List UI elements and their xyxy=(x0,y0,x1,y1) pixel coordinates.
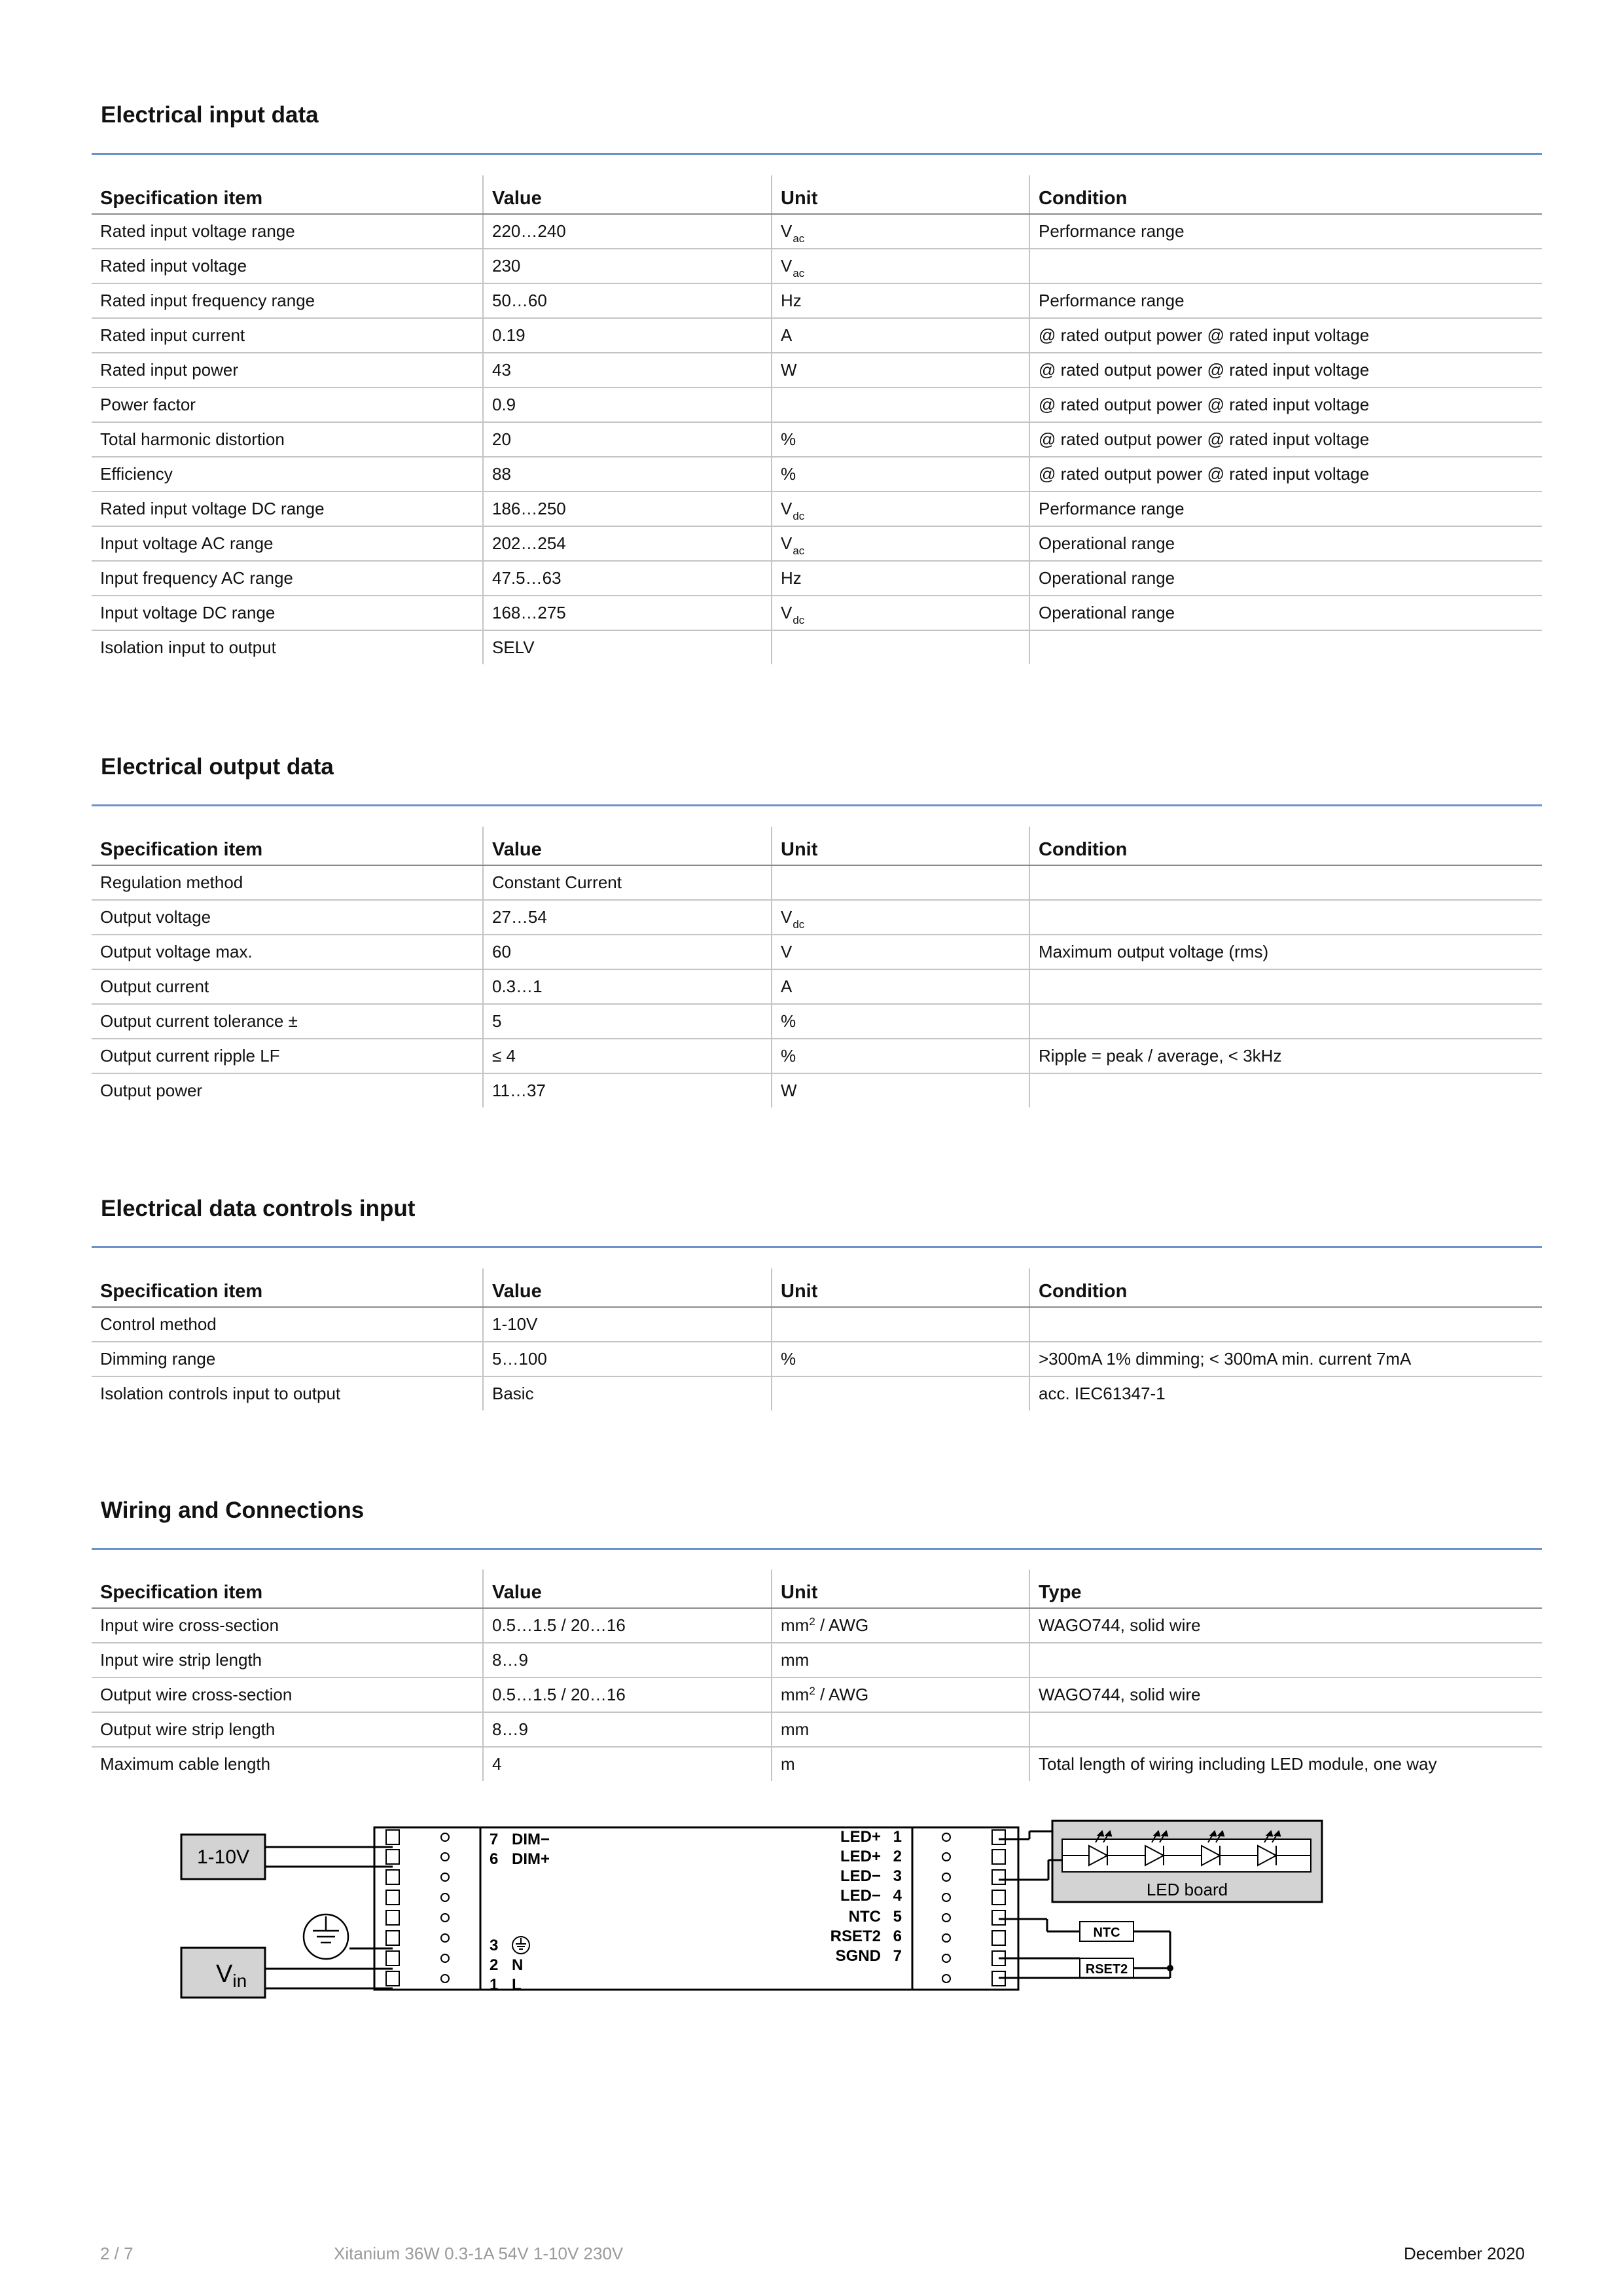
unit-main: % xyxy=(781,1349,796,1369)
spec-condition xyxy=(1029,969,1542,1004)
unit-main: % xyxy=(781,1046,796,1066)
spec-condition: Operational range xyxy=(1029,596,1542,630)
table-row xyxy=(92,457,1542,492)
column-header: Value xyxy=(483,827,772,865)
table-row xyxy=(92,1712,1542,1747)
spec-unit xyxy=(772,865,1029,900)
terminal-slot xyxy=(992,1890,1005,1905)
spec-item: Maximum cable length xyxy=(100,1754,271,1774)
spec-item: Output current xyxy=(92,969,483,1004)
spec-unit xyxy=(772,492,1029,526)
spec-condition xyxy=(1029,249,1542,283)
spec-condition: Performance range xyxy=(1029,283,1542,318)
rset2-box-label: RSET2 xyxy=(1085,1962,1128,1977)
terminal-slot xyxy=(992,1910,1005,1925)
spec-item: Input frequency AC range xyxy=(92,561,483,596)
spec-condition: @ rated output power @ rated input voltage xyxy=(1029,387,1542,422)
left-terminal-label: DIM+ xyxy=(512,1850,550,1868)
left-terminal-number: 6 xyxy=(490,1850,499,1868)
spec-condition: @ rated output power @ rated input voltage xyxy=(1029,457,1542,492)
spec-value: 11…37 xyxy=(483,1073,772,1107)
column-header: Unit xyxy=(772,1268,1029,1307)
unit-main: Hz xyxy=(781,291,802,310)
left-terminal-number: 3 xyxy=(490,1937,499,1954)
terminal-hole xyxy=(942,1954,950,1962)
spec-value: 0.5…1.5 / 20…16 xyxy=(483,1677,772,1712)
spec-unit xyxy=(772,526,1029,561)
spec-condition xyxy=(1029,630,1542,664)
table-row xyxy=(92,1643,1542,1677)
spec-item: Output wire strip length xyxy=(92,1712,483,1747)
spec-unit xyxy=(772,596,1029,630)
unit-subscript: ac xyxy=(793,545,805,557)
spec-unit xyxy=(772,1004,1029,1039)
spec-item: Rated input voltage xyxy=(92,249,483,283)
spec-unit xyxy=(772,422,1029,457)
table-row xyxy=(92,1608,1542,1643)
table-row xyxy=(92,630,1542,664)
terminal-hole xyxy=(441,1833,449,1841)
terminal-slot xyxy=(386,1870,399,1884)
unit-main: % xyxy=(781,464,796,484)
spec-unit xyxy=(772,1376,1029,1410)
unit-subscript: dc xyxy=(793,918,805,931)
left-terminal-number: 7 xyxy=(490,1831,499,1848)
section-divider xyxy=(92,804,1542,806)
spec-value: 60 xyxy=(483,935,772,969)
section-title: Electrical output data xyxy=(101,754,334,780)
left-terminal-label: DIM− xyxy=(512,1831,550,1848)
spec-item: Rated input frequency range xyxy=(92,283,483,318)
terminal-hole xyxy=(942,1914,950,1922)
spec-condition: >300mA 1% dimming; < 300mA min. current 7mA xyxy=(1029,1342,1542,1376)
spec-condition: acc. IEC61347-1 xyxy=(1029,1376,1542,1410)
left-terminal-number: 2 xyxy=(490,1956,499,1974)
spec-item: Regulation method xyxy=(92,865,483,900)
unit-superscript: 2 xyxy=(809,1615,815,1628)
table-row xyxy=(92,283,1542,318)
table-row xyxy=(92,422,1542,457)
spec-value: 0.9 xyxy=(483,387,772,422)
right-terminal-number: 3 xyxy=(893,1867,902,1885)
section-divider xyxy=(92,153,1542,155)
table-row xyxy=(92,249,1542,283)
spec-value: 202…254 xyxy=(483,526,772,561)
spec-unit xyxy=(772,935,1029,969)
unit-main: Hz xyxy=(781,568,802,588)
right-terminal-label: LED− xyxy=(840,1887,881,1905)
spec-unit xyxy=(772,457,1029,492)
column-header: Unit xyxy=(772,175,1029,214)
table-row xyxy=(92,900,1542,935)
left-terminal-label: N xyxy=(512,1956,524,1974)
terminal-hole xyxy=(942,1975,950,1982)
spec-value: 220…240 xyxy=(483,214,772,249)
terminal-slot xyxy=(992,1870,1005,1884)
spec-condition: WAGO744, solid wire xyxy=(1029,1677,1542,1712)
column-header: Value xyxy=(483,1570,772,1608)
spec-unit xyxy=(772,1712,1029,1747)
spec-value: 1-10V xyxy=(483,1307,772,1342)
spec-unit xyxy=(772,1073,1029,1107)
spec-item: Control method xyxy=(92,1307,483,1342)
section-title: Electrical data controls input xyxy=(101,1196,416,1221)
spec-value: Basic xyxy=(483,1376,772,1410)
spec-unit xyxy=(772,1747,1029,1781)
spec-value: 5…100 xyxy=(483,1342,772,1376)
right-terminal-label: NTC xyxy=(848,1908,881,1926)
spec-value: 8…9 xyxy=(483,1643,772,1677)
right-terminal-number: 4 xyxy=(893,1887,902,1905)
right-terminal-number: 6 xyxy=(893,1928,902,1945)
spec-value: 0.5…1.5 / 20…16 xyxy=(483,1608,772,1643)
terminal-slot xyxy=(386,1951,399,1965)
column-header: Unit xyxy=(772,1570,1029,1608)
spec-value: 4 xyxy=(483,1747,772,1781)
unit-main: % xyxy=(781,429,796,449)
spec-condition xyxy=(1029,865,1542,900)
spec-condition: Performance range xyxy=(1029,214,1542,249)
terminal-hole xyxy=(441,1934,449,1942)
table-row xyxy=(92,1342,1542,1376)
unit-main: W xyxy=(781,360,797,380)
unit-main: V xyxy=(781,603,793,622)
terminal-slot xyxy=(386,1971,399,1986)
unit-superscript: 2 xyxy=(809,1685,815,1697)
unit-main: V xyxy=(781,907,793,927)
right-terminal-number: 7 xyxy=(893,1947,902,1965)
terminal-slot xyxy=(386,1850,399,1864)
unit-subscript: ac xyxy=(793,267,805,279)
control-box-label: 1-10V xyxy=(196,1846,250,1868)
column-header: Condition xyxy=(1029,1268,1542,1307)
unit-main: mm xyxy=(781,1650,810,1670)
spec-condition xyxy=(1029,1004,1542,1039)
spec-item: Output current ripple LF xyxy=(92,1039,483,1073)
spec-table xyxy=(92,1570,1542,1781)
left-terminal-label: L xyxy=(512,1976,522,1994)
product-name: Xitanium 36W 0.3-1A 54V 1-10V 230V xyxy=(334,2244,624,2263)
spec-value: ≤ 4 xyxy=(483,1039,772,1073)
right-terminal-label: LED+ xyxy=(840,1828,881,1846)
ground-symbol-icon xyxy=(304,1914,348,1959)
table-row xyxy=(92,1004,1542,1039)
unit-main: V xyxy=(781,499,793,518)
table-row xyxy=(92,1039,1542,1073)
column-header: Type xyxy=(1029,1570,1542,1608)
spec-unit xyxy=(772,1677,1029,1712)
unit-main: A xyxy=(781,325,793,345)
unit-main: mm xyxy=(781,1685,810,1704)
spec-table xyxy=(92,175,1542,664)
spec-value: Constant Current xyxy=(483,865,772,900)
spec-condition: WAGO744, solid wire xyxy=(1029,1608,1542,1643)
spec-condition xyxy=(1029,1307,1542,1342)
vin-box-label: $V_{in}$ xyxy=(216,1960,247,1991)
terminal-hole xyxy=(441,1893,449,1901)
spec-unit xyxy=(772,900,1029,935)
spec-item: Efficiency xyxy=(92,457,483,492)
spec-item: Input voltage DC range xyxy=(92,596,483,630)
spec-item: Isolation input to output xyxy=(100,637,276,657)
spec-value: 43 xyxy=(483,353,772,387)
section-title: Electrical input data xyxy=(101,102,319,128)
spec-condition: Operational range xyxy=(1029,526,1542,561)
terminal-hole xyxy=(441,1975,449,1982)
spec-item: Input wire strip length xyxy=(92,1643,483,1677)
spec-value: 186…250 xyxy=(483,492,772,526)
column-header: Value xyxy=(483,175,772,214)
spec-value: 8…9 xyxy=(483,1712,772,1747)
column-header: Condition xyxy=(1029,827,1542,865)
section-divider xyxy=(92,1548,1542,1550)
unit-main: V xyxy=(781,256,793,276)
spec-value: 88 xyxy=(483,457,772,492)
table-row xyxy=(92,1376,1542,1410)
right-terminal-number: 2 xyxy=(893,1848,902,1865)
table-row xyxy=(92,865,1542,900)
table-row xyxy=(92,969,1542,1004)
right-terminal-label: SGND xyxy=(835,1947,881,1965)
spec-condition xyxy=(1029,900,1542,935)
spec-item: Rated input voltage range xyxy=(92,214,483,249)
table-row xyxy=(92,318,1542,353)
spec-item: Isolation controls input to output xyxy=(100,1384,341,1403)
wiring-diagram xyxy=(170,1806,1348,2003)
spec-unit xyxy=(772,969,1029,1004)
spec-condition: Performance range xyxy=(1029,492,1542,526)
column-header: Specification item xyxy=(92,1570,483,1608)
unit-main: mm xyxy=(781,1719,810,1739)
spec-value: 230 xyxy=(483,249,772,283)
spec-unit xyxy=(772,318,1029,353)
table-row xyxy=(92,596,1542,630)
unit-main: V xyxy=(781,221,793,241)
unit-suffix: / AWG xyxy=(815,1615,869,1635)
spec-table xyxy=(92,827,1542,1107)
table-row xyxy=(92,1073,1542,1107)
spec-condition xyxy=(1029,1643,1542,1677)
spec-value: SELV xyxy=(483,630,772,664)
spec-item: Input voltage AC range xyxy=(92,526,483,561)
terminal-slot xyxy=(992,1830,1005,1844)
spec-condition: Maximum output voltage (rms) xyxy=(1029,935,1542,969)
spec-condition: Operational range xyxy=(1029,561,1542,596)
spec-unit xyxy=(772,214,1029,249)
spec-condition xyxy=(1029,1712,1542,1747)
table-row xyxy=(92,353,1542,387)
spec-value: 50…60 xyxy=(483,283,772,318)
spec-item: Output voltage max. xyxy=(92,935,483,969)
terminal-hole xyxy=(942,1873,950,1881)
document-date: December 2020 xyxy=(1404,2244,1525,2263)
unit-main: V xyxy=(781,942,793,961)
spec-unit xyxy=(772,283,1029,318)
table-row xyxy=(92,1747,1542,1781)
spec-table xyxy=(92,1268,1542,1410)
terminal-slot xyxy=(386,1830,399,1844)
terminal-hole xyxy=(441,1853,449,1861)
terminal-hole xyxy=(942,1934,950,1942)
terminal-hole xyxy=(441,1914,449,1922)
right-terminal-number: 1 xyxy=(893,1828,902,1846)
spec-item: Power factor xyxy=(92,387,483,422)
spec-value: 47.5…63 xyxy=(483,561,772,596)
unit-main: mm xyxy=(781,1615,810,1635)
table-row xyxy=(92,526,1542,561)
section-title: Wiring and Connections xyxy=(101,1498,365,1523)
table-row xyxy=(92,935,1542,969)
spec-item: Output power xyxy=(100,1081,203,1100)
left-terminal-number: 1 xyxy=(490,1976,499,1994)
table-row xyxy=(92,492,1542,526)
terminal-hole xyxy=(942,1893,950,1901)
spec-condition: Total length of wiring including LED module, one way xyxy=(1029,1747,1542,1781)
spec-item: Output current tolerance ± xyxy=(92,1004,483,1039)
spec-item: Output wire cross-section xyxy=(92,1677,483,1712)
led-board-label: LED board xyxy=(1146,1880,1228,1899)
page-number: 2 / 7 xyxy=(100,2244,134,2263)
spec-item: Rated input voltage DC range xyxy=(92,492,483,526)
unit-subscript: ac xyxy=(793,232,805,245)
spec-item: Input wire cross-section xyxy=(92,1608,483,1643)
unit-subscript: dc xyxy=(793,510,805,522)
terminal-slot xyxy=(386,1890,399,1905)
spec-value: 0.3…1 xyxy=(483,969,772,1004)
spec-condition: @ rated output power @ rated input voltage xyxy=(1029,353,1542,387)
spec-item: Output voltage xyxy=(92,900,483,935)
ntc-box-label: NTC xyxy=(1093,1926,1120,1940)
right-terminal-label: LED+ xyxy=(840,1848,881,1865)
spec-unit xyxy=(772,1307,1029,1342)
terminal-slot xyxy=(386,1910,399,1925)
spec-unit xyxy=(772,1039,1029,1073)
spec-condition xyxy=(1029,1073,1542,1107)
unit-main: W xyxy=(781,1081,797,1100)
unit-suffix: / AWG xyxy=(815,1685,869,1704)
spec-value: 0.19 xyxy=(483,318,772,353)
spec-item: Total harmonic distortion xyxy=(92,422,483,457)
spec-condition: Ripple = peak / average, < 3kHz xyxy=(1029,1039,1542,1073)
spec-unit xyxy=(772,353,1029,387)
spec-unit xyxy=(772,561,1029,596)
terminal-hole xyxy=(441,1954,449,1962)
column-header: Specification item xyxy=(92,827,483,865)
spec-condition: @ rated output power @ rated input voltage xyxy=(1029,318,1542,353)
terminal-hole xyxy=(942,1833,950,1841)
unit-main: V xyxy=(781,533,793,553)
table-row xyxy=(92,1677,1542,1712)
unit-main: m xyxy=(781,1754,795,1774)
right-terminal-label: RSET2 xyxy=(830,1928,881,1945)
spec-value: 20 xyxy=(483,422,772,457)
terminal-slot xyxy=(386,1931,399,1945)
terminal-slot xyxy=(992,1931,1005,1945)
terminal-hole xyxy=(441,1873,449,1881)
unit-subscript: dc xyxy=(793,614,805,626)
column-header: Value xyxy=(483,1268,772,1307)
table-row xyxy=(92,214,1542,249)
right-terminal-number: 5 xyxy=(893,1908,902,1926)
spec-item: Rated input current xyxy=(92,318,483,353)
column-header: Unit xyxy=(772,827,1029,865)
table-row xyxy=(92,1307,1542,1342)
terminal-hole xyxy=(942,1853,950,1861)
column-header: Specification item xyxy=(92,1268,483,1307)
spec-item: Rated input power xyxy=(92,353,483,387)
unit-main: A xyxy=(781,977,793,996)
spec-value: 168…275 xyxy=(483,596,772,630)
table-row xyxy=(92,561,1542,596)
table-row xyxy=(92,387,1542,422)
spec-unit xyxy=(772,1608,1029,1643)
spec-unit xyxy=(772,249,1029,283)
column-header: Specification item xyxy=(92,175,483,214)
column-header: Condition xyxy=(1029,175,1542,214)
section-divider xyxy=(92,1246,1542,1248)
spec-condition: @ rated output power @ rated input voltage xyxy=(1029,422,1542,457)
unit-main: % xyxy=(781,1011,796,1031)
spec-unit xyxy=(772,1643,1029,1677)
spec-value: 27…54 xyxy=(483,900,772,935)
spec-value: 5 xyxy=(483,1004,772,1039)
spec-unit xyxy=(772,387,1029,422)
terminal-slot xyxy=(992,1850,1005,1864)
right-terminal-label: LED− xyxy=(840,1867,881,1885)
spec-item: Dimming range xyxy=(92,1342,483,1376)
spec-unit xyxy=(772,630,1029,664)
spec-unit xyxy=(772,1342,1029,1376)
